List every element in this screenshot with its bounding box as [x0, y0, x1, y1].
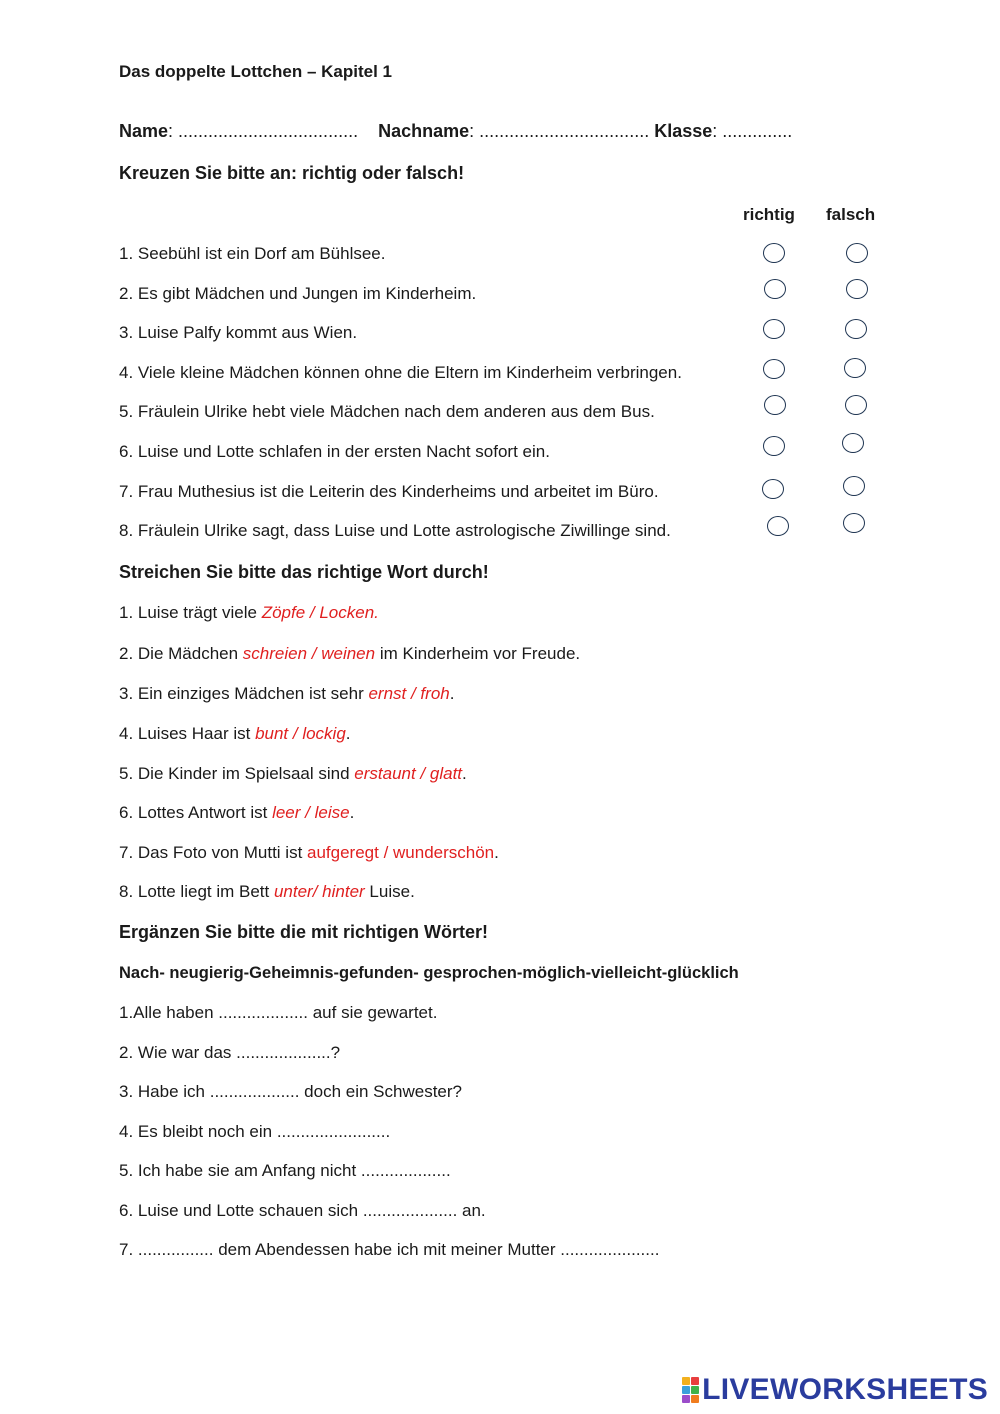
liveworksheets-grid-icon — [682, 1377, 699, 1403]
tf-statement-8: 8. Fräulein Ulrike sagt, dass Luise und Lotte astrologische Ziwillinge sind. — [119, 521, 671, 540]
falsch-radio-2[interactable] — [846, 279, 868, 299]
strike-item-3 — [119, 684, 454, 704]
liveworksheets-logo — [682, 1373, 988, 1406]
fill-item-3[interactable]: 3. Habe ich ................... doch ein Schwester? — [119, 1082, 462, 1101]
tf-statement-6: 6. Luise und Lotte schlafen in der ersten Nacht sofort ein. — [119, 442, 550, 461]
word-choice[interactable]: unter/ hinter — [273, 882, 365, 901]
falsch-radio-8[interactable] — [843, 513, 865, 533]
strike-item-text: 6. Lottes Antwort ist — [119, 803, 273, 822]
word-choice[interactable]: erstaunt / glatt — [354, 764, 463, 783]
strike-item-text: 4. Luises Haar ist — [119, 724, 256, 743]
falsch-radio-5[interactable] — [845, 395, 867, 415]
section1-heading: Kreuzen Sie bitte an: richtig oder falsch! — [119, 163, 465, 183]
richtig-radio-5[interactable] — [764, 395, 786, 415]
word-choice[interactable]: aufgeregt / wunderschön — [307, 843, 495, 862]
strike-item-text: im Kinderheim vor Freude. — [375, 644, 581, 663]
student-info-row — [119, 121, 792, 141]
strike-item-1 — [119, 603, 379, 623]
tf-statement-2: 2. Es gibt Mädchen und Jungen im Kinderheim. — [119, 284, 477, 303]
word-choice[interactable]: Zöpfe / Locken. — [261, 603, 379, 622]
richtig-radio-4[interactable] — [763, 359, 785, 379]
strike-item-text: . — [462, 764, 467, 783]
fill-item-2[interactable]: 2. Wie war das ....................? — [119, 1043, 341, 1062]
klasse-label: Klasse — [654, 121, 713, 141]
falsch-radio-7[interactable] — [843, 476, 865, 496]
richtig-radio-8[interactable] — [767, 516, 789, 536]
page-title: Das doppelte Lottchen – Kapitel 1 — [119, 62, 392, 81]
column-falsch: falsch — [826, 205, 876, 224]
strike-item-text: . — [494, 843, 499, 862]
fill-item-1[interactable]: 1.Alle haben ................... auf sie gewartet. — [119, 1003, 438, 1022]
strike-item-text: 5. Die Kinder im Spielsaal sind — [119, 764, 355, 783]
fill-item-6[interactable]: 6. Luise und Lotte schauen sich .................... an. — [119, 1201, 486, 1220]
nachname-label: Nachname — [378, 121, 470, 141]
tf-statement-7: 7. Frau Muthesius ist die Leiterin des Kinderheims und arbeitet im Büro. — [119, 482, 659, 501]
word-choice[interactable]: leer / leise — [272, 803, 350, 822]
fill-item-5[interactable]: 5. Ich habe sie am Anfang nicht ................... — [119, 1161, 451, 1180]
strike-item-text: . — [349, 803, 355, 822]
falsch-radio-4[interactable] — [844, 358, 866, 378]
strike-item-6 — [119, 803, 354, 823]
falsch-radio-3[interactable] — [845, 319, 867, 339]
strike-item-text: 3. Ein einziges Mädchen ist sehr — [119, 684, 369, 703]
richtig-radio-7[interactable] — [762, 479, 784, 499]
word-choice[interactable]: bunt / lockig — [255, 724, 346, 743]
strike-item-text: 1. Luise trägt viele — [119, 603, 262, 622]
tf-statement-1: 1. Seebühl ist ein Dorf am Bühlsee. — [119, 244, 386, 263]
strike-item-text: 8. Lotte liegt im Bett — [119, 882, 274, 901]
word-choice[interactable]: ernst / froh — [368, 684, 450, 703]
strike-item-2 — [119, 644, 580, 664]
falsch-radio-6[interactable] — [842, 433, 864, 453]
richtig-radio-3[interactable] — [763, 319, 785, 339]
column-richtig: richtig — [743, 205, 795, 224]
logo-text: LIVEWORKSHEETS — [702, 1373, 988, 1406]
strike-item-7 — [119, 843, 499, 863]
tf-statement-4: 4. Viele kleine Mädchen können ohne die Eltern im Kinderheim verbringen. — [119, 363, 682, 382]
fill-item-7[interactable]: 7. ................ dem Abendessen habe ich mit meiner Mutter ..................... — [119, 1240, 660, 1259]
richtig-radio-6[interactable] — [763, 436, 785, 456]
strike-item-4 — [119, 724, 351, 744]
strike-item-text: 7. Das Foto von Mutti ist — [119, 843, 308, 862]
tf-statement-3: 3. Luise Palfy kommt aus Wien. — [119, 323, 358, 342]
word-choice[interactable]: schreien / weinen — [242, 644, 376, 663]
fill-item-4[interactable]: 4. Es bleibt noch ein ........................ — [119, 1122, 391, 1141]
strike-item-5 — [119, 764, 467, 784]
falsch-radio-1[interactable] — [846, 243, 868, 263]
section2-heading: Streichen Sie bitte das richtige Wort durch! — [119, 562, 489, 582]
tf-statement-5: 5. Fräulein Ulrike hebt viele Mädchen nach dem anderen aus dem Bus. — [119, 402, 655, 421]
strike-item-text: Luise. — [364, 882, 415, 901]
section3-heading: Ergänzen Sie bitte die mit richtigen Wörter! — [119, 922, 489, 942]
richtig-radio-2[interactable] — [764, 279, 786, 299]
word-bank: Nach- neugierig-Geheimnis-gefunden- gesprochen-möglich-vielleicht-glücklich — [119, 964, 739, 982]
name-field[interactable]: : .................................... — [168, 121, 359, 141]
richtig-radio-1[interactable] — [763, 243, 785, 263]
strike-item-text: 2. Die Mädchen — [119, 644, 243, 663]
strike-item-text: . — [449, 684, 455, 703]
strike-item-8 — [119, 882, 415, 902]
klasse-field[interactable]: : .............. — [712, 121, 793, 141]
nachname-field[interactable]: : .................................. — [469, 121, 650, 141]
name-label: Name — [119, 121, 169, 141]
strike-item-text: . — [345, 724, 351, 743]
